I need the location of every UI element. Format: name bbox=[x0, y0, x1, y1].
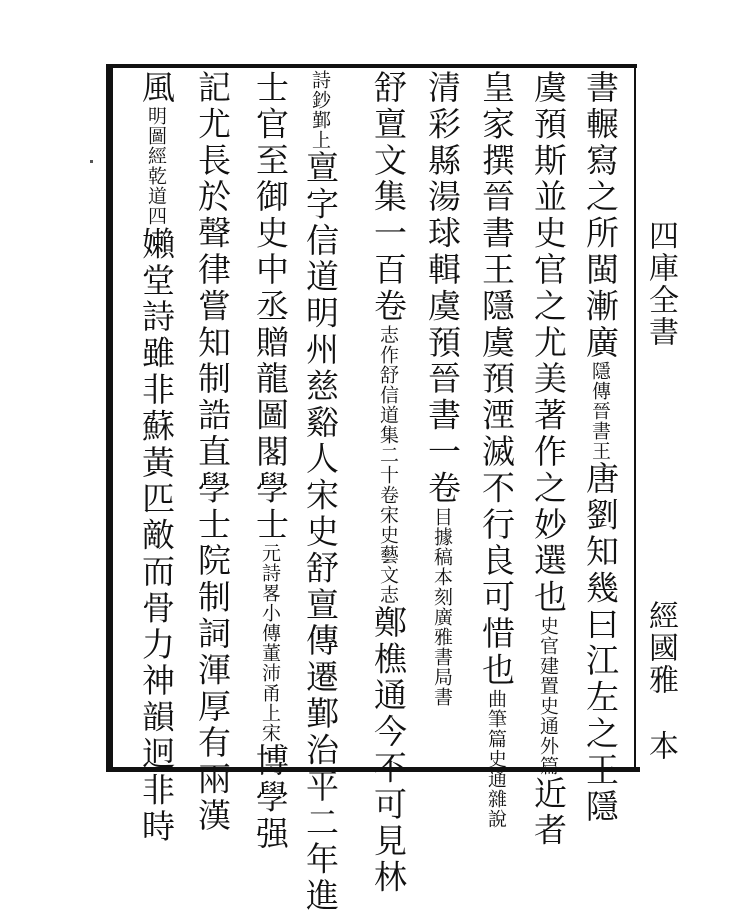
column-text: 皇家撰晉書王隱虞預湮滅不行良可惜也 bbox=[477, 70, 516, 689]
frame-top-border bbox=[107, 64, 637, 68]
text-column-5 bbox=[368, 70, 408, 896]
column-text: 士官至御史中丞贈龍圖閣學士 bbox=[251, 70, 290, 544]
column-text-continued: 亶字信道明州慈谿人宋史舒亶傳遷鄞治平二年進 bbox=[301, 150, 340, 914]
column-text-continued: 近者 bbox=[529, 776, 568, 849]
annotation-line: 隱傳 bbox=[589, 361, 611, 402]
text-column-6 bbox=[300, 70, 340, 914]
annotation-line: 明圖經 bbox=[145, 106, 167, 167]
text-column-2 bbox=[528, 70, 568, 849]
annotation bbox=[146, 106, 166, 226]
annotation bbox=[260, 543, 280, 743]
annotation bbox=[378, 325, 398, 605]
text-column-4 bbox=[422, 70, 462, 707]
text-column-3 bbox=[476, 70, 516, 829]
annotation bbox=[538, 616, 558, 776]
annotation-line: 史通雜說 bbox=[485, 748, 507, 829]
text-column-7 bbox=[250, 70, 290, 852]
column-text: 清彩縣湯球輯虞預晉書一卷 bbox=[423, 70, 462, 507]
annotation-line: 史通外篇 bbox=[537, 696, 559, 776]
frame-left-border bbox=[106, 64, 113, 772]
annotation-line: 史官建置 bbox=[537, 616, 559, 696]
annotation-line: 鄞上 bbox=[309, 110, 331, 150]
column-text-continued: 嬾堂詩雖非蘇黃匹敵而骨力神韻迥非時 bbox=[137, 226, 176, 846]
column-text-continued: 博學强 bbox=[251, 743, 290, 853]
annotation-line: 詩鈔 bbox=[309, 70, 331, 110]
column-text: 風 bbox=[137, 70, 176, 107]
header-series: 經國雅 bbox=[643, 600, 678, 696]
annotation-line: 董沛甬上宋 bbox=[259, 643, 281, 744]
text-column-1 bbox=[580, 70, 620, 825]
header-title: 四庫全書 bbox=[643, 220, 678, 348]
column-text-continued: 唐劉知幾曰江左之王隱 bbox=[581, 461, 620, 826]
annotation-line: 曲筆篇 bbox=[485, 688, 507, 749]
column-text: 舒亶文集一百卷 bbox=[369, 70, 408, 325]
column-text: 記尤長於聲律嘗知制誥直學士院制詞渾厚有兩漢 bbox=[193, 70, 232, 835]
column-text: 虞預斯並史官之尤美著作之妙選也 bbox=[529, 70, 568, 616]
page-header-column bbox=[636, 60, 680, 775]
column-text: 書輾寫之所閩漸廣 bbox=[581, 70, 620, 362]
margin-speck bbox=[90, 160, 93, 163]
annotation-line: 目據稿本刻 bbox=[431, 506, 453, 607]
annotation bbox=[432, 507, 452, 707]
annotation-line: 廣雅書局書 bbox=[431, 606, 453, 707]
column-text-continued: 鄭樵通今不可見林 bbox=[369, 604, 408, 897]
annotation bbox=[486, 689, 506, 829]
annotation-line: 宋史藝文志 bbox=[377, 504, 399, 605]
text-column-9 bbox=[136, 70, 176, 845]
annotation-line: 晉書王 bbox=[589, 401, 611, 462]
annotation-line: 元詩畧小傳 bbox=[259, 543, 281, 644]
text-column-8 bbox=[192, 70, 232, 834]
header-edition: 本 bbox=[643, 730, 678, 762]
annotation bbox=[310, 70, 330, 150]
annotation-line: 乾道四 bbox=[145, 166, 167, 227]
annotation-line: 志作舒信道集二十卷 bbox=[377, 324, 399, 505]
annotation bbox=[590, 361, 610, 461]
